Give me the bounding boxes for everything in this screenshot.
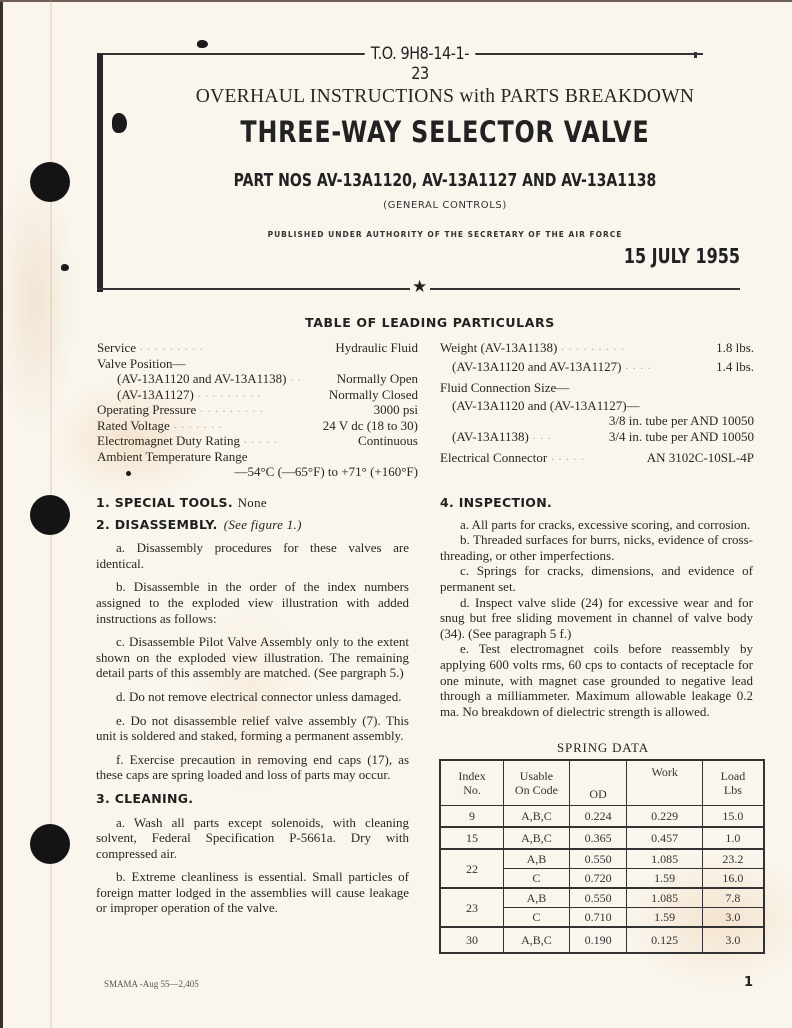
column-header-od: OD: [569, 760, 627, 806]
disassembly-para-e: e. Do not disassemble relief valve assembly (7). This unit is soldered and staked, forming a permanent assembly.: [96, 712, 409, 744]
table-row: 23 A,B 0.550 1.085 7.8: [440, 888, 764, 908]
spec-row: Electrical Connector ..... AN 3102C-10SL-4P: [440, 450, 754, 465]
left-column: [96, 495, 409, 924]
spec-row: Electromagnet Duty Rating ..... Continuous: [97, 433, 418, 448]
figure-reference-link: (See figure 1.): [223, 516, 302, 532]
disassembly-para-f: f. Exercise precaution in removing end caps (17), as these caps are spring loaded and loss of parts may occur.: [96, 751, 409, 783]
spec-row: Ambient Temperature Range: [97, 448, 248, 464]
spec-row: Fluid Connection Size—: [440, 380, 570, 395]
leading-particulars-right: [440, 340, 754, 466]
table-row: 22 A,B 0.550 1.085 23.2: [440, 849, 764, 869]
spec-row: 3/8 in. tube per AND 10050: [608, 413, 754, 428]
binder-hole-icon: [30, 495, 70, 535]
cleaning-para-b: b. Extreme cleanliness is essential. Small particles of foreign matter lodged in the assemblies will cause leakage or improper operation of the valve.: [96, 869, 409, 916]
divider-rule: [97, 277, 740, 297]
manufacturer: (GENERAL CONTROLS): [383, 200, 507, 211]
document-title-line-1: OVERHAUL INSTRUCTIONS with PARTS BREAKDOWN: [195, 86, 695, 107]
header-frame-tick: [694, 52, 697, 58]
spec-row: (AV-13A1120 and AV-13A1127) .... 1.4 lbs.: [452, 358, 754, 374]
table-row: 15 A,B,C 0.365 0.457 1.0: [440, 827, 764, 849]
ink-blot: [61, 264, 69, 271]
column-header-code: Usable On Code: [504, 760, 570, 806]
spring-data-title: SPRING DATA: [557, 740, 649, 755]
spec-row: Operating Pressure ......... 3000 psi: [97, 402, 418, 417]
column-header-load: Load Lbs: [702, 760, 764, 806]
ink-blot: [197, 40, 208, 48]
table-row: 9 A,B,C 0.224 0.229 15.0: [440, 806, 764, 828]
table-row: 30 A,B,C 0.190 0.125 3.0: [440, 927, 764, 953]
table-row: C 0.710 1.59 3.0: [440, 908, 764, 928]
technical-order-number: T.O. 9H8-14-1-23: [365, 44, 476, 84]
section-heading-special-tools: 1. SPECIAL TOOLS. None: [96, 495, 267, 510]
inspection-para-b: b. Threaded surfaces for burrs, nicks, evidence of cross-threading, or other imperfections.: [440, 532, 753, 563]
disassembly-para-c: c. Disassemble Pilot Valve Assembly only to the extent shown on the exploded view illustration. The remaining detail parts of this assembly are matched. (See pargraph 5.): [96, 634, 409, 681]
cleaning-para-a: a. Wash all parts except solenoids, with cleaning solvent, Federal Specification P-5661a. Dry with compressed air.: [96, 814, 409, 861]
spec-row: (AV-13A1127) ......... Normally Closed: [117, 386, 418, 402]
column-header-work: Work: [627, 760, 702, 806]
disassembly-para-d: d. Do not remove electrical connector unless damaged.: [116, 688, 402, 704]
document-title: THREE-WAY SELECTOR VALVE: [240, 115, 650, 149]
table-row: C 0.720 1.59 16.0: [440, 869, 764, 889]
print-code: SMAMA -Aug 55—2,405: [104, 979, 199, 989]
spec-row: Weight (AV-13A1138) ......... 1.8 lbs.: [440, 340, 754, 355]
leading-particulars-title: TABLE OF LEADING PARTICULARS: [305, 315, 555, 330]
binder-hole-icon: [30, 824, 70, 864]
page-edge: [0, 0, 3, 1028]
column-header-index: Index No.: [440, 760, 504, 806]
spec-row: Valve Position—: [97, 355, 186, 371]
inspection-para-a: a. All parts for cracks, excessive scoring, and corrosion.: [460, 516, 751, 532]
disassembly-para-b: b. Disassemble in the order of the index numbers assigned to the exploded view illustration with added instructions as follows:: [96, 579, 409, 626]
right-column: [440, 495, 753, 719]
binder-hole-icon: [30, 162, 70, 202]
leading-particulars-left: [97, 340, 418, 480]
page-number: 1: [744, 975, 754, 990]
table-header-row: [440, 760, 764, 806]
publication-date: 15 JULY 1955: [623, 244, 740, 268]
spec-row: Service ......... Hydraulic Fluid: [97, 340, 418, 355]
inspection-para-d: d. Inspect valve slide (24) for excessive wear and for snug but free sliding movement in channel of valve body (34). (See paragraph 5 f.): [440, 594, 753, 641]
page-edge-top: [0, 0, 792, 2]
spec-row: —54°C (—65°F) to +71° (+160°F): [234, 464, 418, 479]
spec-row: (AV-13A1120 and (AV-13A1127)—: [452, 397, 640, 413]
inspection-para-e: e. Test electromagnet coils before reassembly by applying 600 volts rms, 60 cps to contacts of receptacle for one minute, with magnet case grounded to negative lead through a milliammeter. Maximum allowable leakage 0.2 ma. No breakdown of dielectric strength is allowed.: [440, 641, 753, 719]
authority-statement: PUBLISHED UNDER AUTHORITY OF THE SECRETARY OF THE AIR FORCE: [267, 230, 623, 239]
section-heading-inspection: 4. INSPECTION.: [440, 495, 553, 510]
disassembly-para-a: a. Disassembly procedures for these valves are identical.: [96, 540, 409, 571]
part-numbers: PART NOS AV-13A1120, AV-13A1127 AND AV-13A1138: [233, 170, 657, 191]
spring-data-table: [439, 759, 765, 954]
section-heading-disassembly: 2. DISASSEMBLY. (See figure 1.): [96, 516, 302, 532]
spec-row: (AV-13A1138) ... 3/4 in. tube per AND 10050: [452, 428, 754, 444]
spec-row: (AV-13A1120 and AV-13A1138) .. Normally Open: [117, 371, 418, 386]
section-heading-cleaning: 3. CLEANING.: [96, 790, 194, 806]
inspection-para-c: c. Springs for cracks, dimensions, and evidence of permanent set.: [440, 563, 753, 594]
star-icon: ★: [412, 277, 428, 297]
spec-row: Rated Voltage ....... 24 V dc (18 to 30): [97, 417, 418, 433]
